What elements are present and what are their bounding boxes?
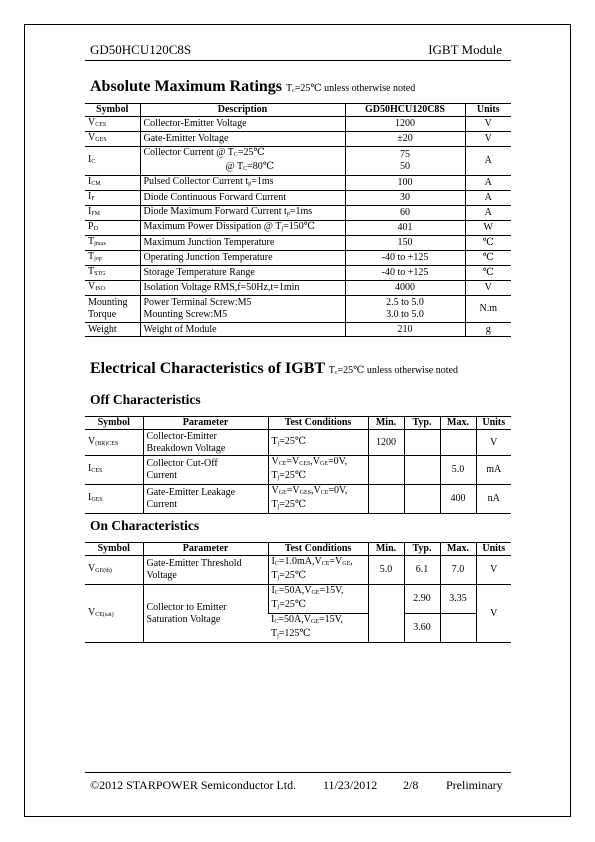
col-header: Parameter — [143, 417, 268, 430]
table-row: $P_D$ Maximum Power Dissipation @ $T_j=150℃$ 401 W — [85, 221, 511, 236]
on-table — [85, 542, 511, 643]
footer-rule — [85, 772, 511, 773]
elec-title: Electrical Characteristics of IGBT $T_c=25℃$ unless otherwise noted — [90, 360, 458, 377]
on-title: On Characteristics — [90, 518, 200, 533]
footer-status: Preliminary — [446, 778, 503, 792]
table-row: $V_{ISO}$ Isolation Voltage RMS,f=50Hz,t=1min 4000 V — [85, 281, 511, 296]
footer-date: 11/23/2012 — [323, 778, 378, 792]
col-header: Typ. — [404, 417, 440, 430]
table-row: $I_{GES}$ Gate-Emitter Leakage Current $V_{GE}=V_{GES},V_{CE}=0V$, $T_j=25℃$ 400 nA — [85, 485, 511, 514]
off-title: Off Characteristics — [90, 392, 201, 407]
table-row: $V_{GES}$ Gate-Emitter Voltage ±20 V — [85, 132, 511, 147]
col-header: Max. — [440, 543, 476, 556]
col-header: Symbol — [85, 104, 140, 117]
table-row: $I_C$ Collector Current @ $T_C=25℃$ @ $T_C=80℃$ 75 50 A — [85, 147, 511, 176]
table-row: $V_{GE(th)}$ Gate-Emitter Threshold Voltage $I_C=1.0mA,V_{CE}=V_{GE}$, $T_j=25℃$ 5.0 6.1 7.0 V — [85, 556, 511, 585]
table-row: $I_{CM}$ Pulsed Collector Current $t_p=1ms$ 100 A — [85, 176, 511, 191]
col-header: Typ. — [404, 543, 440, 556]
col-header: Description — [140, 104, 345, 117]
col-header: Units — [476, 417, 511, 430]
amr-title: Absolute Maximum Ratings $T_c=25℃$ unless otherwise noted — [90, 78, 416, 95]
col-header: Parameter — [143, 543, 268, 556]
col-header: GD50HCU120C8S — [345, 104, 465, 117]
table-row: $V_{CE(sat)}$ Collector to Emitter Saturation Voltage $I_C=50A,V_{GE}=15V$, $T_j=25℃$ 2.90 3.35 V — [85, 585, 511, 614]
header-product: IGBT Module — [428, 42, 502, 57]
footer-page-number: 2/8 — [403, 778, 419, 792]
table-row: $T_{STG}$ Storage Temperature Range -40 to +125 ℃ — [85, 266, 511, 281]
col-header: Test Conditions — [268, 417, 368, 430]
table-row: Mounting Torque Power Terminal Screw:M5 Mounting Screw:M5 2.5 to 5.0 3.0 to 5.0 N.m — [85, 296, 511, 323]
amr-table — [85, 103, 511, 337]
table-row: $I_{CES}$ Collector Cut-Off Current $V_{CE}=V_{CES},V_{GE}=0V$, $T_j=25℃$ 5.0 mA — [85, 456, 511, 485]
table-row: $T_{jmax}$ Maximum Junction Temperature 150 ℃ — [85, 236, 511, 251]
col-header: Units — [476, 543, 511, 556]
col-header: Max. — [440, 417, 476, 430]
table-row: $V_{(BR)CES}$ Collector-Emitter Breakdown Voltage $T_j=25℃$ 1200 V — [85, 430, 511, 456]
table-row: $V_{CES}$ Collector-Emitter Voltage 1200 V — [85, 117, 511, 132]
table-row: $I_C=50A,V_{GE}=15V$, $T_j=125℃$ 3.60 — [85, 614, 511, 643]
table-row: $I_{FM}$ Diode Maximum Forward Current $t_p=1ms$ 60 A — [85, 206, 511, 221]
col-header: Symbol — [85, 543, 143, 556]
off-table — [85, 416, 511, 514]
col-header: Min. — [368, 417, 404, 430]
col-header: Test Conditions — [268, 543, 368, 556]
table-row: $T_{jop}$ Operating Junction Temperature -40 to +125 ℃ — [85, 251, 511, 266]
header-part-number: GD50HCU120C8S — [90, 42, 192, 57]
col-header: Units — [465, 104, 511, 117]
table-row: $I_F$ Diode Continuous Forward Current 30 A — [85, 191, 511, 206]
col-header: Symbol — [85, 417, 143, 430]
header-rule — [85, 60, 511, 61]
table-row: Weight Weight of Module 210 g — [85, 323, 511, 337]
footer-copyright: ©2012 STARPOWER Semiconductor Ltd. — [90, 778, 297, 792]
col-header: Min. — [368, 543, 404, 556]
